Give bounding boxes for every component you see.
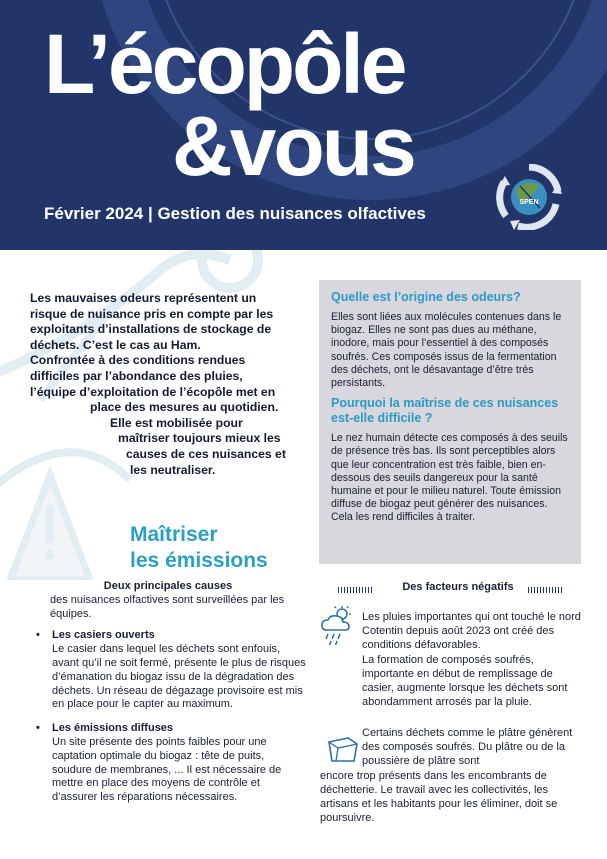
heading-line-1: Maîtriser [130,523,218,546]
title-line-1: L’écopôle [44,17,405,111]
intro-line: exploitants d’installations de stockage de [30,322,272,337]
issue-subtitle: Février 2024 | Gestion des nuisances olfactives [44,204,426,223]
rain-text-a: Les pluies importantes qui ont touché le nord Cotentin depuis août 2023 ont créé des conditions défavorables. [362,611,581,652]
intro-line: déchets. C’est le cas au Ham. [30,337,201,352]
list-item [30,722,306,805]
list-item-title: • Les casiers ouverts [52,629,155,642]
question-difficulty: Pourquoi la maîtrise de ces nuisances est-elle difficile ? [331,396,559,426]
intro-paragraph [30,291,320,478]
heading-line-2: les émissions [130,549,268,572]
intro-line: l’équipe d’exploitation de l’écopôle met en [30,384,276,399]
answer-origin: Elles sont liées aux molécules contenues dans le biogaz. Elles ne sont pas dues au méthane, inodore, mais pour l’essentiel à des composés soufrés. Ces composés issus de la fermentation des déchets, ont le désavantage d’être très persistants. [331,311,562,390]
intro-line: risque de nuisance pris en compte par les [30,306,274,321]
intro-line: place des mesures au quotidien. [90,400,279,415]
lead-line-1: Deux principales causes [103,580,233,592]
list-item-title: • Les émissions diffuses [52,722,174,735]
intro-line: Elle est mobilisée pour [110,415,243,430]
intro-line: causes de ces nuisances et [126,446,286,461]
spen-logo-icon [496,164,562,230]
list-item-text: Un site présente des points faibles pour une captation optimale du biogaz : tête de puits, soudure de membranes, ... Il est nécessaire de mettre en place des moyens de contrôle et d’assurer les réparations nécessaires. [52,735,282,804]
intro-line: difficiles par l’abondance des pluies, [30,368,243,383]
platre-text-a: Certains déchets comme le plâtre génèrent des composés soufrés. Du plâtre ou de la poussière de plâtre sont [362,727,573,768]
title-line-2: &vous [172,99,414,193]
causes-list [30,629,306,805]
intro-line: Les mauvaises odeurs représentent un [30,291,257,305]
facteurs-title: Des facteurs négatifs [402,581,514,593]
list-item-text: Le casier dans lequel les déchets sont enfouis, avant qu’il ne soit fermé, présente le plus de risques d’émanation du biogaz issu de la dégradation des déchets. Un réseau de dégazage provisoire est mis en place pour le capter au maximum. [52,643,306,711]
title-dots-right [528,587,564,593]
platre-text-b: encore trop présents dans les encombrants de déchetterie. Le travail avec les collectivités, les artisans et les habitants pour les éliminer, doit se poursuivre. [320,769,558,825]
intro-line: maîtriser toujours mieux les [118,431,281,446]
question-origin: Quelle est l’origine des odeurs? [331,290,521,304]
section-heading-maitriser [130,522,268,574]
list-item [30,629,306,712]
origin-info-box [319,280,581,564]
emissions-column [30,580,306,815]
plaster-paragraph [320,726,582,825]
header-banner [0,0,607,250]
rain-text-b: La formation de composés soufrés, importante en début de remplissage de casier, augmente lorsque les déchets sont abondamment arrosés par la pluie. [362,653,568,709]
intro-line: les neutraliser. [130,462,216,477]
rain-paragraph [320,610,582,709]
logo-text: SPEN [519,199,539,206]
lead-line-2: des nuisances olfactives sont surveillées par les équipes. [50,593,285,620]
answer-difficulty: Le nez humain détecte ces composés à des seuils de présence très bas. Ils sont perceptibles alors que leur concentration est très faible, bien en-dessous des seuils dangereux pour la santé humaine et pour le milieu naturel. Toute émission diffuse de biogaz peut générer des nuisances. Cela les rend difficiles à traiter. [331,432,568,524]
intro-line: Confrontée à des conditions rendues [30,353,246,368]
